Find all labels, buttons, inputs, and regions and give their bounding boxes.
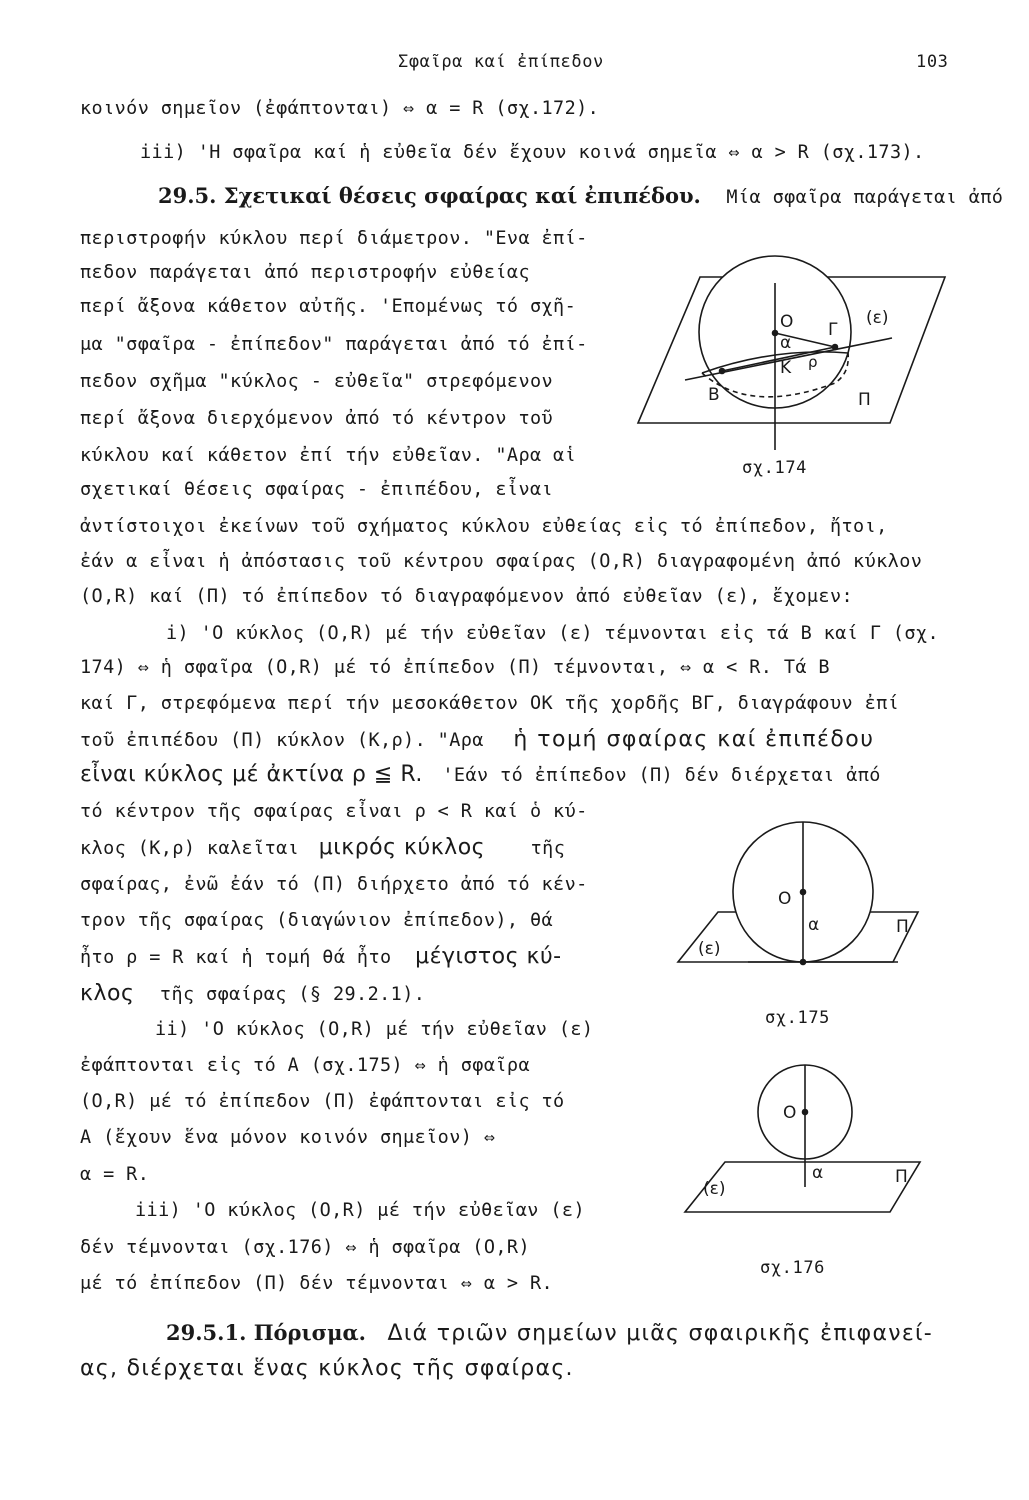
text-line: δέν τέμνονται (σχ.176) ⇔ ἡ σφαῖρα (O,R) xyxy=(80,1237,530,1258)
text-line-emph: κλος (Κ,ρ) καλεῖται μικρός κύκλος τῆς xyxy=(80,835,566,860)
label-P: Π xyxy=(858,390,871,410)
text-line: περί ἄξονα κάθετον αὐτῆς. 'Επομένως τό σχῆ- xyxy=(80,296,577,317)
caption-fig176: σχ.176 xyxy=(760,1258,826,1278)
text-line: (O,R) καί (Π) τό ἐπίπεδον τό διαγραφόμενον ἀπό εὐθεῖαν (ε), ἔχομεν: xyxy=(80,586,854,607)
text-line: περί ἄξονα διερχόμενον ἀπό τό κέντρον τοῦ xyxy=(80,408,554,429)
emphasis-text: ἡ τομή σφαίρας καί ἐπιπέδου xyxy=(513,727,875,752)
text-line: ἀντίστοιχοι ἐκείνων τοῦ σχήματος κύκλου εὐθείας εἰς τό ἐπίπεδον, ἤτοι, xyxy=(80,516,888,537)
label-e: (ε) xyxy=(866,308,889,328)
label-K: K xyxy=(780,358,792,378)
text-line: σφαίρας, ἐνῶ ἐάν τό (Π) διήρχετο ἀπό τό κέν- xyxy=(80,874,588,895)
label-a: α xyxy=(808,915,820,935)
figure-175 xyxy=(668,812,938,1002)
text-line: ἐάν α εἶναι ἡ ἀπόστασις τοῦ κέντρου σφαίρας (O,R) διαγραφομένη ἀπό κύκλον xyxy=(80,551,923,572)
label-O: O xyxy=(783,1103,797,1123)
emphasis-text: κλος xyxy=(80,981,135,1006)
label-O: O xyxy=(780,312,794,332)
text-line: περιστροφήν κύκλου περί διάμετρον. "Ενα ἐπί- xyxy=(80,228,588,249)
label-e: (ε) xyxy=(703,1179,726,1199)
text-line: 174) ⇔ ἡ σφαῖρα (O,R) μέ τό ἐπίπεδον (Π) τέμνονται, ⇔ α < R. Τά Β xyxy=(80,657,830,678)
text-line-emph: κλος τῆς σφαίρας (§ 29.2.1). xyxy=(80,981,426,1006)
corollary-heading: 29.5.1. Πόρισμα. xyxy=(166,1320,366,1345)
text-line: πεδον σχῆμα "κύκλος - εὐθεῖα" στρεφόμενον xyxy=(80,371,554,392)
label-e: (ε) xyxy=(698,939,721,959)
text-line: Α (ἔχουν ἕνα μόνον κοινόν σημεῖον) ⇔ xyxy=(80,1127,496,1148)
label-P: Π xyxy=(895,1167,908,1187)
text-line: πεδον παράγεται ἀπό περιστροφήν εὐθείας xyxy=(80,262,530,283)
text-line: μα "σφαῖρα - ἐπίπεδον" παράγεται ἀπό τό ἐπί- xyxy=(80,334,588,355)
text-line: κύκλου καί κάθετον ἐπί τήν εὐθεῖαν. "Αρα αἱ xyxy=(80,445,577,466)
text-line: κοινόν σημεῖον (ἐφάπτονται) ⇔ α = R (σχ.172). xyxy=(80,98,600,119)
section-heading-line xyxy=(158,185,1003,209)
running-title: Σφαῖρα καί ἐπίπεδον xyxy=(398,52,604,72)
text-line: σχετικαί θέσεις σφαίρας - ἐπιπέδου, εἶναι xyxy=(80,479,554,500)
text-line: τό κέντρον τῆς σφαίρας εἶναι ρ < R καί ὁ κύ- xyxy=(80,801,588,822)
text-line: iii) 'Η σφαῖρα καί ἡ εὐθεῖα δέν ἔχουν κοινά σημεῖα ⇔ α > R (σχ.173). xyxy=(140,142,925,163)
label-a: α xyxy=(812,1163,824,1183)
text-line-emph: τοῦ ἐπιπέδου (Π) κύκλον (Κ,ρ). "Αρα ἡ τομή σφαίρας καί ἐπιπέδου xyxy=(80,727,875,752)
label-a: α xyxy=(780,333,792,353)
figure-174 xyxy=(630,255,960,455)
text-line: iii) 'Ο κύκλος (O,R) μέ τήν εὐθεῖαν (ε) xyxy=(135,1200,585,1221)
section-heading: 29.5. Σχετικαί θέσεις σφαίρας καί ἐπιπέδου. xyxy=(158,183,701,208)
figure-176 xyxy=(675,1062,935,1222)
emphasis-text: μικρός κύκλος xyxy=(318,835,486,860)
corollary-line: ας, διέρχεται ἕνας κύκλος τῆς σφαίρας. xyxy=(80,1356,574,1381)
label-G: Γ xyxy=(828,320,838,340)
label-P: Π xyxy=(896,917,909,937)
text-line: ἐφάπτονται εἰς τό Α (σχ.175) ⇔ ἡ σφαῖρα xyxy=(80,1055,530,1076)
text-line-emph: ἦτο ρ = R καί ἡ τομή θά ἦτο μέγιστος κύ- xyxy=(80,944,562,969)
text-line: τρον τῆς σφαίρας (διαγώνιον ἐπίπεδον), θά xyxy=(80,910,554,931)
corollary-line: 29.5.1. Πόρισμα. Διά τριῶν σημείων μιᾶς σφαιρικῆς ἐπιφανεί- xyxy=(166,1320,934,1346)
text-line: (O,R) μέ τό ἐπίπεδον (Π) ἐφάπτονται εἰς τό xyxy=(80,1091,565,1112)
text-line: ii) 'Ο κύκλος (O,R) μέ τήν εὐθεῖαν (ε) xyxy=(155,1019,594,1040)
label-rho: ρ xyxy=(808,353,818,371)
text-line: i) 'Ο κύκλος (O,R) μέ τήν εὐθεῖαν (ε) τέμνονται εἰς τά Β καί Γ (σχ. xyxy=(166,623,940,644)
text-line-emph: εἶναι κύκλος μέ ἀκτίνα ρ ≦ R. 'Εάν τό ἐπίπεδον (Π) δέν διέρχεται ἀπό xyxy=(80,762,881,787)
text-line: καί Γ, στρεφόμενα περί τήν μεσοκάθετον ΟΚ τῆς χορδῆς ΒΓ, διαγράφουν ἐπί xyxy=(80,693,900,714)
emphasis-text: εἶναι κύκλος μέ ἀκτίνα ρ ≦ R. xyxy=(80,762,423,787)
section-first-text: Μία σφαῖρα παράγεται ἀπό xyxy=(726,187,1004,208)
text-line: μέ τό ἐπίπεδον (Π) δέν τέμνονται ⇔ α > R. xyxy=(80,1273,554,1294)
emphasis-text: μέγιστος κύ- xyxy=(415,944,562,969)
caption-fig174: σχ.174 xyxy=(742,458,808,478)
text-line: α = R. xyxy=(80,1164,150,1185)
label-O: O xyxy=(778,889,792,909)
caption-fig175: σχ.175 xyxy=(765,1008,831,1028)
label-B: B xyxy=(708,385,720,405)
page-number: 103 xyxy=(916,52,949,72)
